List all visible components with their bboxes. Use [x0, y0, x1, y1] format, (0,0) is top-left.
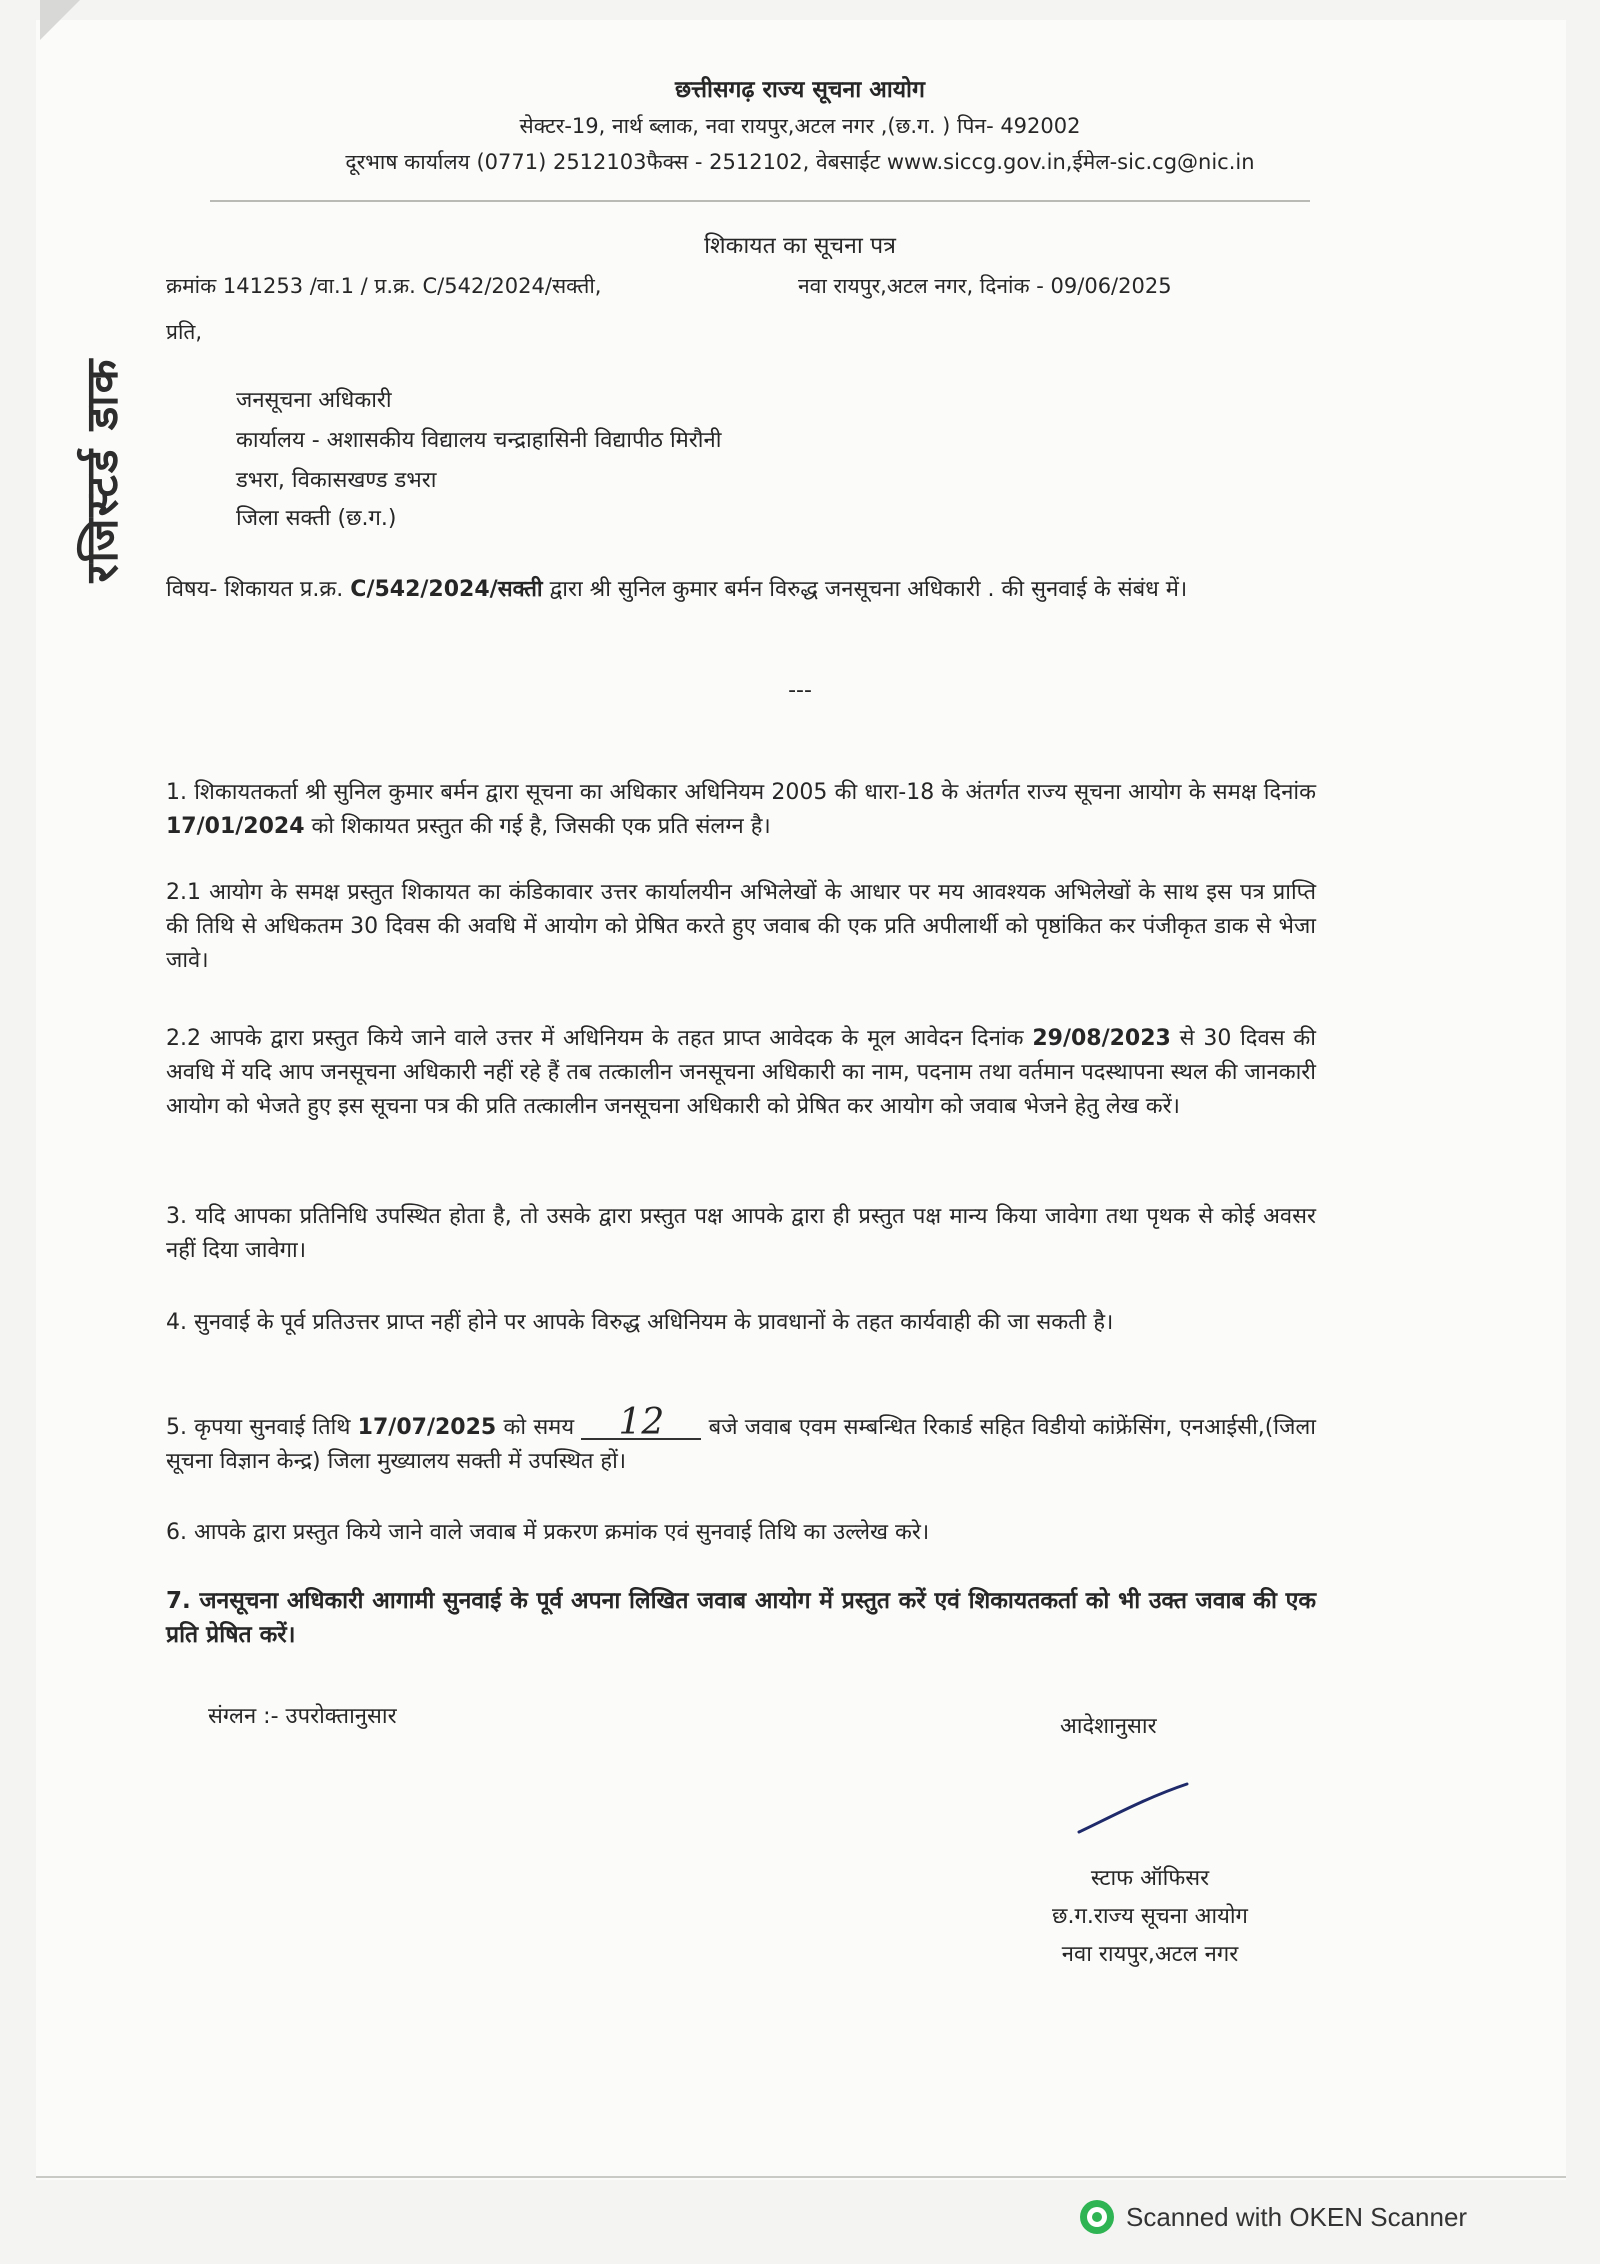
paragraph-2-2-text: 2.2 आपके द्वारा प्रस्तुत किये जाने वाले उत्तर में अधिनियम के तहत प्राप्त आवेदक के मूल आवेदन दिनांक: [166, 1026, 1024, 1051]
subject-rest: द्वारा श्री सुनिल कुमार बर्मन विरुद्ध जनसूचना अधिकारी . की सुनवाई के संबंध में।: [549, 577, 1188, 602]
recipient-line-4: जिला सक्ती (छ.ग.): [236, 506, 397, 531]
paragraph-7: 7. जनसूचना अधिकारी आगामी सुनवाई के पूर्व अपना लिखित जवाब आयोग में प्रस्तुत करें एवं शिकायतकर्ता को भी उक्त जवाब की एक प्रति प्रेषित करें।: [166, 1588, 1316, 1648]
paragraph-5: [166, 1402, 1317, 1479]
paragraph-3: 3. यदि आपका प्रतिनिधि उपस्थित होता है, तो उसके द्वारा प्रस्तुत पक्ष आपके द्वारा ही प्रस्तुत पक्ष मान्य किया जावेगा तथा पृथक से कोई अवसर नहीं दिया जावेगा।: [166, 1204, 1316, 1263]
recipient-line-3: डभरा, विकासखण्ड डभरा: [236, 468, 437, 493]
paragraph-2-2-text-end: से 30 दिवस की अवधि में यदि आप जनसूचना अधिकारी नहीं रहे हैं तब तत्कालीन जनसूचना अधिकारी का नाम, पदनाम तथा वर्तमान पदस्थापना स्थल की जानकारी आयोग को भेजते हुए इस सूचना पत्र की प्रति तत्कालीन जनसूचना अधिकारी को प्रेषित कर आयोग को जवाब भेजने हेतु लेख करें।: [166, 1026, 1316, 1119]
recipient-line-1: जनसूचना अधिकारी: [236, 388, 392, 413]
hearing-date: 17/07/2025: [357, 1415, 497, 1440]
order-note: आदेशानुसार: [1060, 1714, 1157, 1739]
recipient-line-2: कार्यालय - अशासकीय विद्यालय चन्द्राहासिनी विद्यापीठ मिरौनी: [236, 428, 722, 453]
paragraph-5-time-label: को समय: [503, 1415, 575, 1440]
paragraph-2-1: 2.1 आयोग के समक्ष प्रस्तुत शिकायत का कंडिकावार उत्तर कार्यालयीन अभिलेखों के आधार पर मय आवश्यक अभिलेखों के साथ इस पत्र प्राप्ति की तिथि से अधिकतम 30 दिवस की अवधि में आयोग को प्रेषित करते हुए जवाब की एक प्रति अपीलार्थी को पृष्ठांकित कर पंजीकृत डाक से भेजा जावे।: [166, 880, 1316, 973]
letter-title: शिकायत का सूचना पत्र: [704, 233, 896, 259]
footer-divider: [36, 2176, 1566, 2178]
enclosure-note: संग्लन :- उपरोक्तानुसार: [208, 1704, 397, 1729]
signature: [1075, 1780, 1195, 1840]
paragraph-1-text: 1. शिकायतकर्ता श्री सुनिल कुमार बर्मन द्वारा सूचना का अधिकार अधिनियम 2005 की धारा-18 के अंतर्गत राज्य सूचना आयोग के समक्ष दिनांक: [166, 780, 1316, 805]
application-date: 29/08/2023: [1032, 1026, 1171, 1051]
complaint-date: 17/01/2024: [166, 814, 305, 839]
scanner-text: Scanned with OKEN Scanner: [1126, 2201, 1468, 2232]
signatory-office: छ.ग.राज्य सूचना आयोग: [1052, 1904, 1248, 1929]
paragraph-2-2: [166, 1022, 1316, 1124]
paragraph-6: 6. आपके द्वारा प्रस्तुत किये जाने वाले जवाब में प्रकरण क्रमांक एवं सुनवाई तिथि का उल्लेख करे।: [166, 1520, 930, 1545]
page-corner-fold: [40, 0, 80, 40]
registered-post-stamp: रजिस्टर्ड डाक: [77, 357, 128, 583]
hearing-time-handwritten: 12: [581, 1408, 701, 1440]
subject: [166, 572, 1316, 608]
paragraph-5-text: 5. कृपया सुनवाई तिथि: [166, 1415, 351, 1440]
org-contact: दूरभाष कार्यालय (0771) 2512103फैक्स - 2512102, वेबसाईट www.siccg.gov.in,ईमेल-sic.cg@nic.in: [345, 150, 1255, 174]
subject-case-no: C/542/2024/सक्ती: [350, 577, 543, 602]
header-divider: [210, 200, 1310, 202]
org-name: छत्तीसगढ़ राज्य सूचना आयोग: [675, 77, 925, 103]
paragraph-1: [166, 776, 1316, 844]
signatory-city: नवा रायपुर,अटल नगर: [1061, 1942, 1239, 1967]
to-label: प्रति,: [166, 320, 203, 344]
scanner-logo-icon: [1080, 2200, 1114, 2234]
scanner-watermark: [1080, 2200, 1467, 2234]
reference-number: क्रमांक 141253 /वा.1 / प्र.क्र. C/542/2024/सक्ती,: [166, 274, 602, 298]
subject-prefix: विषय- शिकायत प्र.क्र.: [166, 577, 344, 602]
separator: ---: [788, 678, 812, 703]
paragraph-4: 4. सुनवाई के पूर्व प्रतिउत्तर प्राप्त नहीं होने पर आपके विरुद्ध अधिनियम के प्रावधानों के तहत कार्यवाही की जा सकती है।: [166, 1310, 1114, 1335]
org-address: सेक्टर-19, नार्थ ब्लाक, नवा रायपुर,अटल नगर ,(छ.ग. ) पिन- 492002: [519, 114, 1081, 138]
place-date: नवा रायपुर,अटल नगर, दिनांक - 09/06/2025: [798, 274, 1172, 298]
paragraph-1-text-end: को शिकायत प्रस्तुत की गई है, जिसकी एक प्रति संलग्न है।: [311, 814, 771, 839]
signatory-designation: स्टाफ ऑफिसर: [1090, 1866, 1210, 1891]
paragraph-5-text-end: बजे जवाब एवम सम्बन्धित रिकार्ड सहित विडीयो कांफ्रेंसिंग, एनआईसी,(जिला सूचना विज्ञान केन्द्र) जिला मुख्यालय सक्ती में उपस्थित हों।: [166, 1415, 1317, 1474]
